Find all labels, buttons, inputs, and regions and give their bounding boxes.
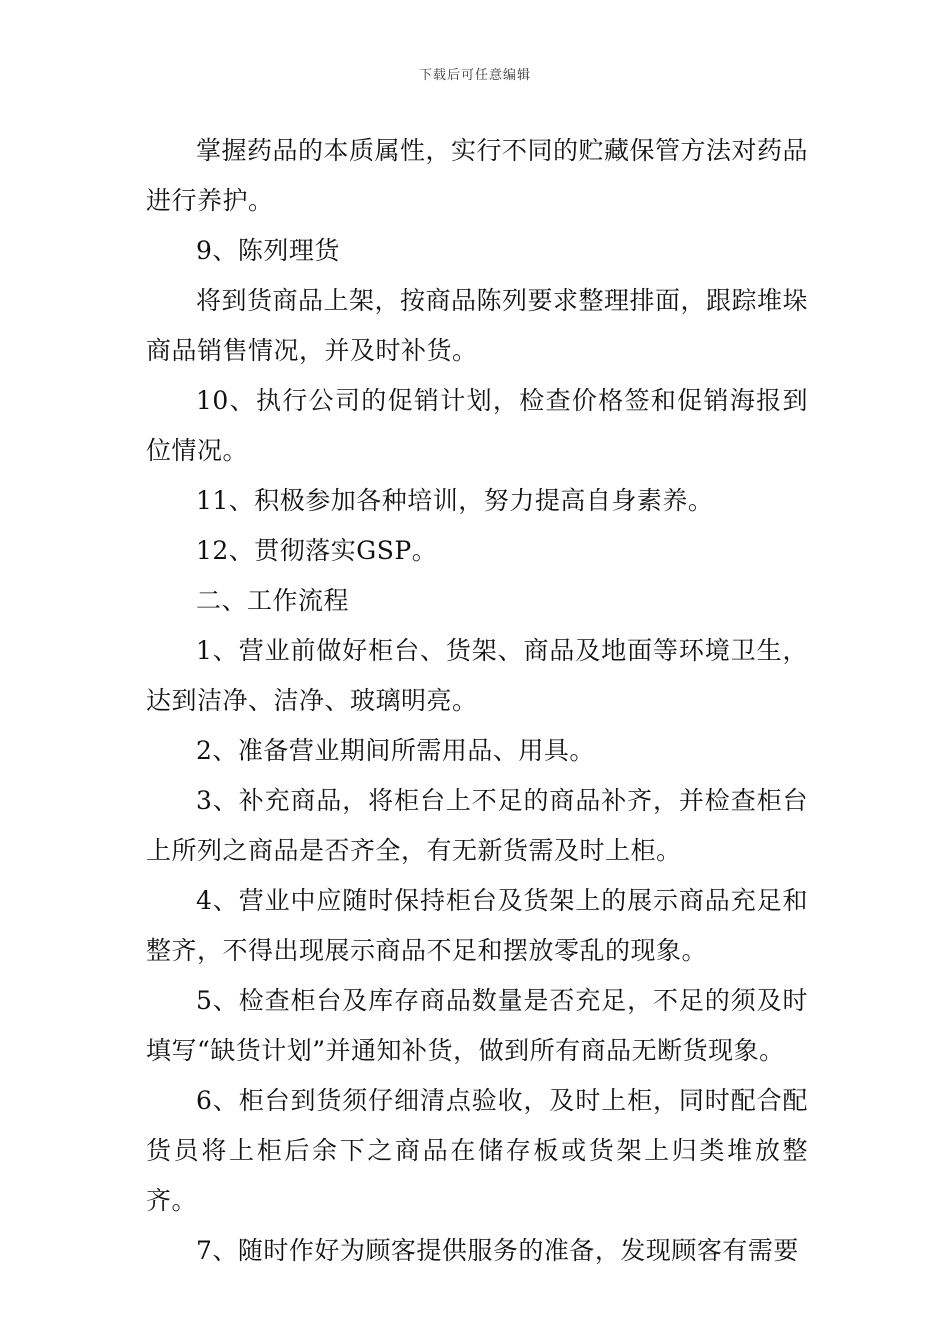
paragraph-gsp: 12、贯彻落实GSP。 bbox=[196, 536, 438, 565]
paragraph-supplies: 2、准备营业期间所需用品、用具。 bbox=[196, 736, 595, 765]
paragraph-replenish: 3、补充商品，将柜台上不足的商品补齐，并检查柜台上所列之商品是否齐全，有无新货需及时上柜。 bbox=[146, 786, 808, 865]
heading-workflow: 二、工作流程 bbox=[196, 586, 350, 615]
paragraph-shelving: 将到货商品上架，按商品陈列要求整理排面，跟踪堆垛商品销售情况，并及时补货。 bbox=[146, 286, 809, 365]
page-header: 下载后可任意编辑 bbox=[418, 68, 531, 83]
paragraph-customer-service: 7、随时作好为顾客提供服务的准备，发现顾客有需要 bbox=[196, 1236, 799, 1265]
heading-display-restock: 9、陈列理货 bbox=[196, 236, 340, 265]
paragraph-display-full: 4、营业中应随时保持柜台及货架上的展示商品充足和整齐，不得出现展示商品不足和摆放零乱的现象。 bbox=[146, 886, 808, 965]
paragraph-hygiene: 1、营业前做好柜台、货架、商品及地面等环境卫生，达到洁净、洁净、玻璃明亮。 bbox=[146, 636, 808, 715]
paragraph-promotion: 10、执行公司的促销计划，检查价格签和促销海报到位情况。 bbox=[146, 386, 808, 465]
paragraph-training: 11、积极参加各种培训，努力提高自身素养。 bbox=[196, 486, 714, 515]
paragraph-storage-method: 掌握药品的本质属性，实行不同的贮藏保管方法对药品进行养护。 bbox=[146, 136, 809, 215]
document-body bbox=[146, 126, 808, 1276]
paragraph-receiving: 6、柜台到货须仔细清点验收，及时上柜，同时配合配货员将上柜后余下之商品在储存板或货架上归类堆放整齐。 bbox=[146, 1086, 808, 1215]
paragraph-stock-check: 5、检查柜台及库存商品数量是否充足，不足的须及时填写“缺货计划”并通知补货，做到所有商品无断货现象。 bbox=[146, 986, 808, 1065]
